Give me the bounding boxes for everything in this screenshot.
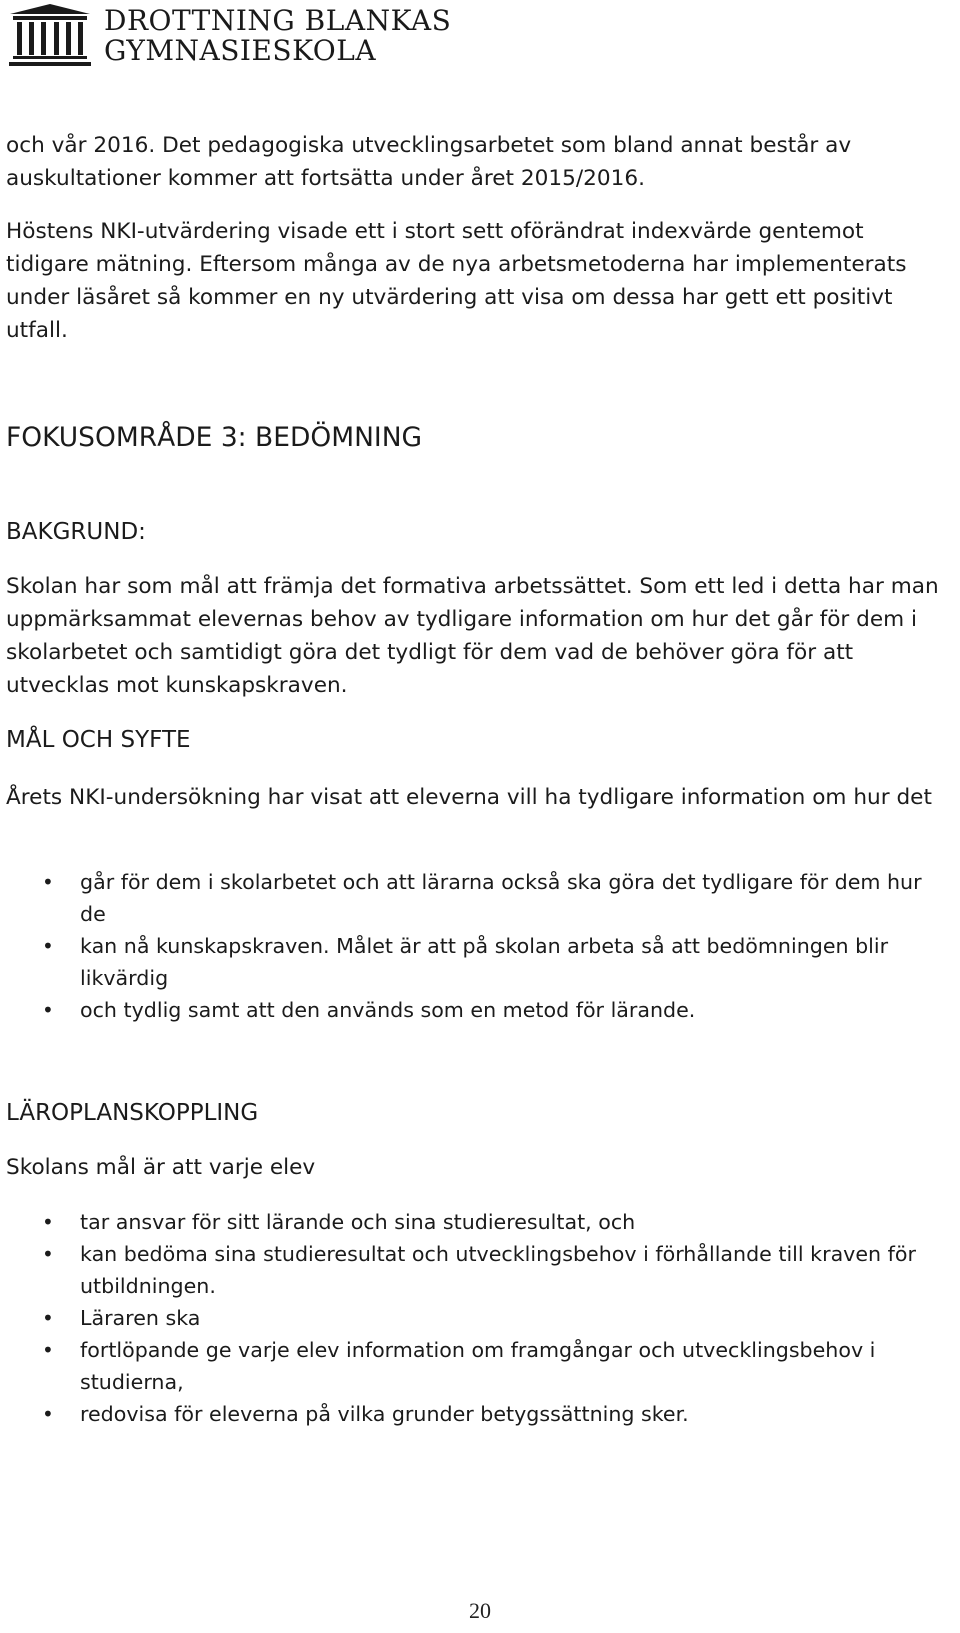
heading-bakgrund: BAKGRUND: bbox=[6, 519, 146, 545]
list-item-text: fortlöpande ge varje elev information om framgångar och utvecklingsbehov i studierna, bbox=[80, 1338, 876, 1394]
bakgrund-paragraph: Skolan har som mål att främja det formativa arbetssättet. Som ett led i detta har man uppmärksammat elevernas behov av tydligare information om hur det går för dem i skolarbetet och samtidigt göra det tydligt för dem vad de behöver göra för att utvecklas mot kunskapskraven. bbox=[6, 574, 939, 698]
school-name-line1: DROTTNING BLANKAS bbox=[104, 4, 452, 37]
list-item bbox=[6, 930, 941, 994]
page-number: 20 bbox=[469, 1598, 491, 1623]
nki-paragraph: Höstens NKI-utvärdering visade ett i stort sett oförändrat indexvärde gentemot tidigare mätning. Eftersom många av de nya arbetsmetoderna har implementerats under läsåret så kommer en ny utvärdering att visa om dessa har gett ett positivt utfall. bbox=[6, 219, 907, 343]
list-item bbox=[6, 1398, 941, 1430]
laroplan-paragraph: Skolans mål är att varje elev bbox=[6, 1155, 316, 1180]
school-name bbox=[104, 4, 451, 66]
list-item bbox=[6, 994, 941, 1026]
school-logo-icon bbox=[6, 2, 94, 68]
laroplan-bullet-list bbox=[6, 1206, 941, 1430]
list-item-text: kan nå kunskapskraven. Målet är att på skolan arbeta så att bedömningen blir likvärdig bbox=[80, 934, 889, 990]
bullet-icon: • bbox=[42, 934, 54, 958]
section-heading-fokusomrade: FOKUSOMRÅDE 3: BEDÖMNING bbox=[6, 422, 423, 453]
list-item-text: redovisa för eleverna på vilka grunder betygssättning sker. bbox=[80, 1402, 689, 1426]
mal-paragraph: Årets NKI-undersökning har visat att eleverna vill ha tydligare information om hur det bbox=[6, 785, 932, 810]
bullet-icon: • bbox=[42, 1242, 54, 1266]
list-item bbox=[6, 1302, 941, 1334]
bullet-icon: • bbox=[42, 1402, 54, 1426]
school-header bbox=[6, 2, 451, 68]
heading-mal-och-syfte: MÅL OCH SYFTE bbox=[6, 727, 191, 753]
intro-paragraph: och vår 2016. Det pedagogiska utvecklingsarbetet som bland annat består av auskultationer kommer att fortsätta under året 2015/2016. bbox=[6, 133, 852, 191]
school-name-line2: GYMNASIESKOLA bbox=[104, 34, 377, 67]
list-item-text: Läraren ska bbox=[80, 1306, 201, 1330]
mal-bullet-list bbox=[6, 866, 941, 1026]
bullet-icon: • bbox=[42, 870, 54, 894]
bullet-icon: • bbox=[42, 1338, 54, 1362]
bullet-icon: • bbox=[42, 1306, 54, 1330]
list-item-text: och tydlig samt att den används som en metod för lärande. bbox=[80, 998, 696, 1022]
list-item-text: kan bedöma sina studieresultat och utvecklingsbehov i förhållande till kraven för utbildningen. bbox=[80, 1242, 916, 1298]
list-item-text: går för dem i skolarbetet och att lärarna också ska göra det tydligare för dem hur de bbox=[80, 870, 922, 926]
bullet-icon: • bbox=[42, 1210, 54, 1234]
list-item bbox=[6, 1238, 941, 1302]
bullet-icon: • bbox=[42, 998, 54, 1022]
list-item-text: tar ansvar för sitt lärande och sina studieresultat, och bbox=[80, 1210, 636, 1234]
list-item bbox=[6, 866, 941, 930]
heading-laroplanskoppling: LÄROPLANSKOPPLING bbox=[6, 1100, 259, 1126]
list-item bbox=[6, 1334, 941, 1398]
list-item bbox=[6, 1206, 941, 1238]
